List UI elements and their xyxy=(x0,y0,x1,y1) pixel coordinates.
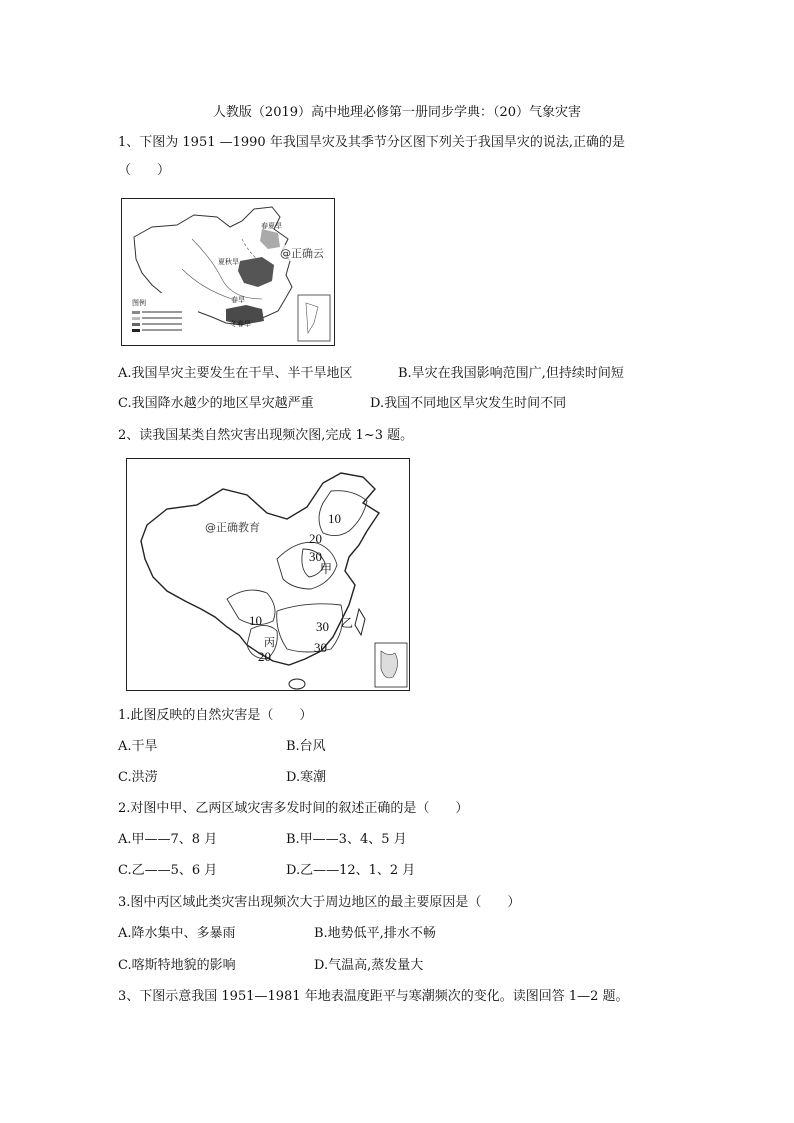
contour-label-bing-20: 20 xyxy=(258,649,271,664)
q2-sub3-option-a: A.降水集中、多暴雨 xyxy=(118,926,236,941)
q2-sub2-option-d: D.乙——12、1、2 月 xyxy=(286,863,416,878)
q1-option-b: B.旱灾在我国影响范围广,但持续时间短 xyxy=(398,366,624,381)
drought-map xyxy=(121,198,335,346)
q1-option-a: A.我国旱灾主要发生在干旱、半干旱地区 xyxy=(118,366,353,381)
legend-swatch-1 xyxy=(132,311,140,314)
q2-stem: 2、读我国某类自然灾害出现频次图,完成 1~3 题。 xyxy=(118,428,414,443)
q3-stem: 3、下图示意我国 1951—1981 年地表温度距平与寒潮频次的变化。读图回答 1—2 题。 xyxy=(118,989,629,1004)
region-label-bing: 丙 xyxy=(264,636,275,649)
frequency-map xyxy=(126,458,410,691)
q2-sub1-option-d: D.寒潮 xyxy=(286,770,327,785)
q2-sub1-option-b: B.台风 xyxy=(286,739,326,754)
label-spring: 春旱 xyxy=(231,296,245,304)
drought-map-graphic xyxy=(122,199,334,345)
page-title: 人教版（2019）高中地理必修第一册同步学典：（20）气象灾害 xyxy=(212,105,582,120)
q2-sub3-stem: 3.图中丙区域此类灾害出现频次大于周边地区的最主要原因是（ ） xyxy=(118,895,521,910)
inset-map xyxy=(298,295,330,341)
label-winter-spring: 冬春旱 xyxy=(230,320,251,328)
taiwan-island xyxy=(355,609,365,635)
q2-sub2-option-a: A.甲——7、8 月 xyxy=(118,832,218,847)
label-summer-autumn: 夏秋旱 xyxy=(218,258,239,266)
q2-sub3-option-c: C.喀斯特地貌的影响 xyxy=(118,958,236,973)
contour-label-south-30-lower: 30 xyxy=(314,640,327,655)
q2-sub3-option-d: D.气温高,蒸发量大 xyxy=(314,958,424,973)
legend-title: 图例 xyxy=(132,299,146,307)
q1-option-d: D.我国不同地区旱灾发生时间不同 xyxy=(370,396,567,411)
q2-sub1-option-c: C.洪涝 xyxy=(118,770,158,785)
legend-swatch-2 xyxy=(132,317,140,320)
map-watermark: @正确云 xyxy=(280,247,324,260)
hainan-island xyxy=(289,679,305,689)
q2-sub3-option-b: B.地势低平,排水不畅 xyxy=(314,926,436,941)
region-label-yi: 乙 xyxy=(341,616,354,630)
q2-sub2-option-c: C.乙——5、6 月 xyxy=(118,863,218,878)
china-outline xyxy=(141,473,379,665)
contour-label-north-10: 10 xyxy=(328,511,341,526)
contour-label-south-30-upper: 30 xyxy=(316,619,329,634)
legend-swatch-3 xyxy=(132,323,140,326)
q2-sub2-stem: 2.对图中甲、乙两区域灾害多发时间的叙述正确的是（ ） xyxy=(118,801,469,816)
contour-label-20: 20 xyxy=(309,531,322,546)
legend-swatch-4 xyxy=(132,329,140,332)
map-watermark: @正确教育 xyxy=(205,521,260,534)
q2-sub1-option-a: A.干旱 xyxy=(118,739,158,754)
contour-label-west-10: 10 xyxy=(249,613,262,628)
q1-stem-line1: 1、下图为 1951 —1990 年我国旱灾及其季节分区图下列关于我国旱灾的说法,正确的是 xyxy=(118,135,625,150)
label-spring-summer: 春夏旱 xyxy=(261,222,282,230)
q2-sub1-stem: 1.此图反映的自然灾害是（ ） xyxy=(118,708,313,723)
region-label-jia: 甲 xyxy=(320,562,333,576)
inset-outline xyxy=(381,651,398,678)
q2-sub2-option-b: B.甲——3、4、5 月 xyxy=(286,832,407,847)
contour-label-30: 30 xyxy=(309,549,322,564)
q1-stem-line2: （ ） xyxy=(118,163,171,178)
q1-option-c: C.我国降水越少的地区旱灾越严重 xyxy=(118,396,314,411)
